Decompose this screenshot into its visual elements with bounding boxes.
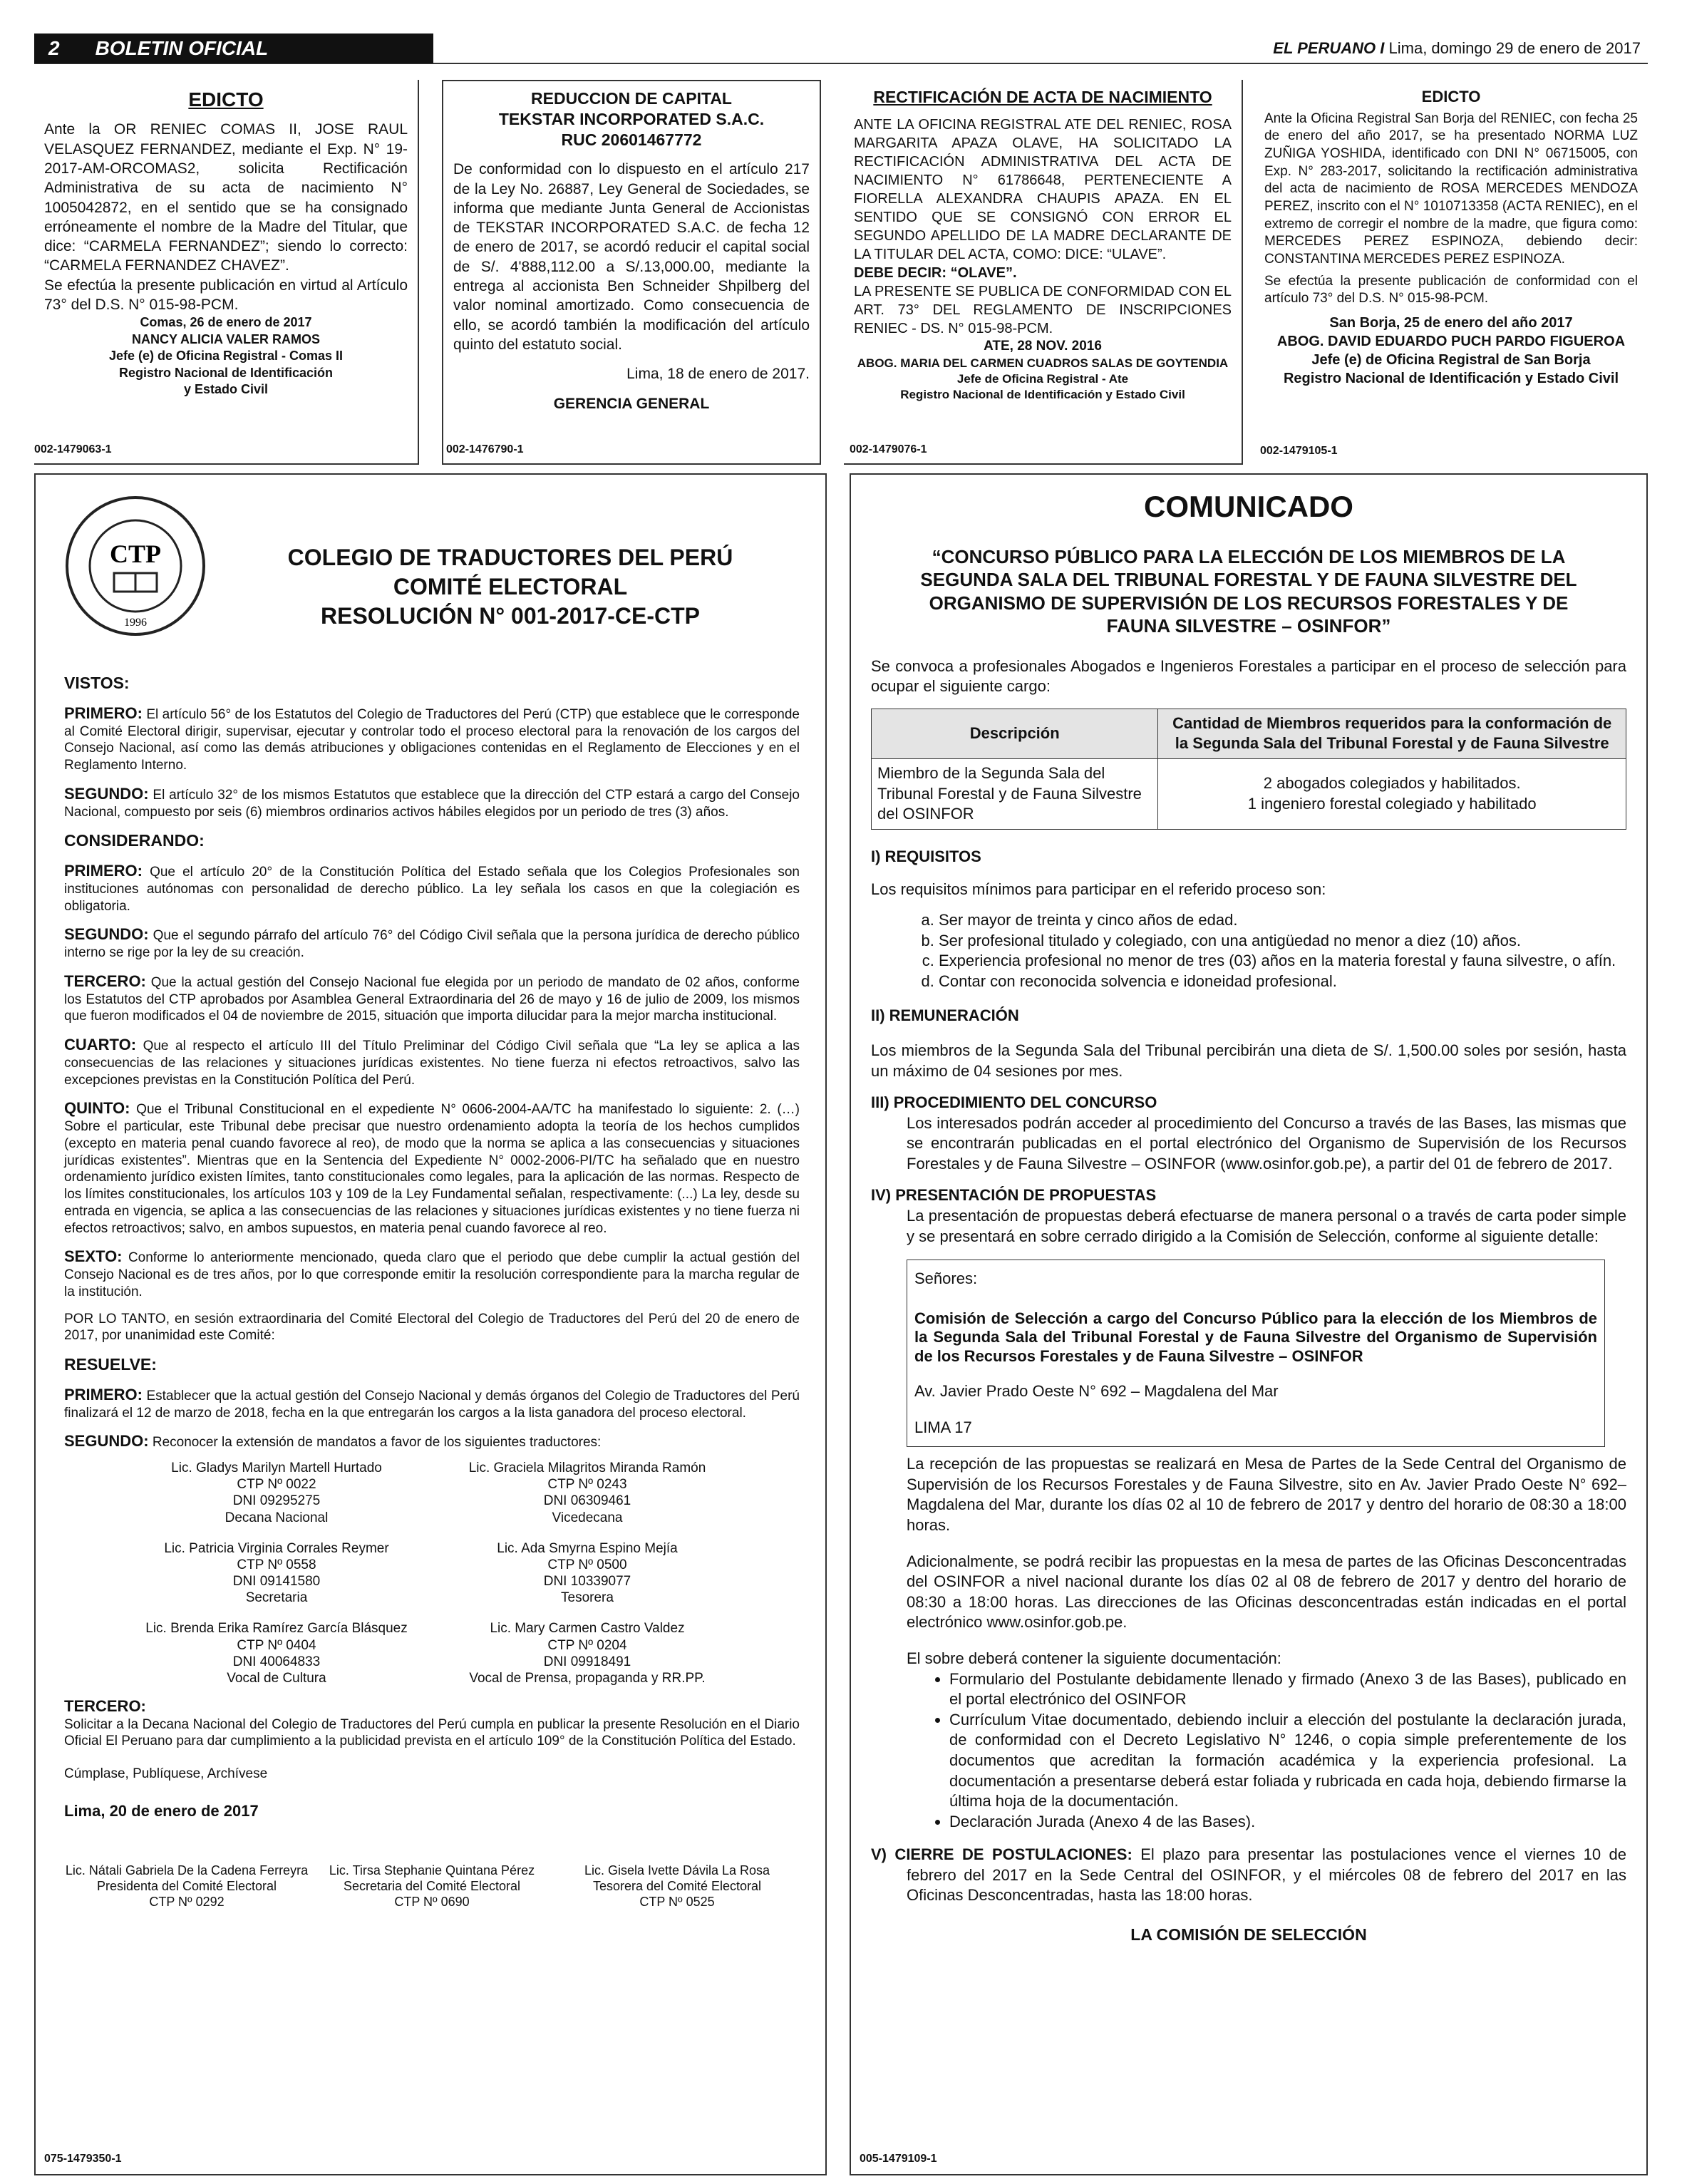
member-ctp: CTP Nº 0243 xyxy=(547,1477,627,1493)
section-banner xyxy=(34,34,433,63)
requisitos-intro: Los requisitos mínimos para participar en el referido proceso son: xyxy=(871,880,1326,899)
para-label: SEXTO: xyxy=(64,1247,123,1266)
para-label: TERCERO: xyxy=(64,972,146,990)
signer-ctp: CTP Nº 0690 xyxy=(394,1894,470,1909)
masthead-separator: I xyxy=(1380,39,1385,57)
cell-description: Miembro de la Segunda Sala del Tribunal Forestal y de Fauna Silvestre del OSINFOR xyxy=(872,758,1158,829)
para-text: Que el Tribunal Constitucional en el expediente N° 0606-2004-AA/TC ha manifestado lo siguiente: 2. (…) Sobre el particular, este Tribunal debe precisar que nuestro ordenamiento adopta la teoría de los hechos cumplidos (excepto en materia penal cuando favorece al reo), de modo que la norma se aplica a las consecuencias y situaciones jurídicas existentes”. Mientras que en la Sentencia del Expediente N° 0002-2006-PI/TC ha señalado que en nuestro ordenamiento jurídico existen límites, tanto constitucionales como legales, para la aplicación de las normas. Respecto de los límites constitucionales, los artículos 103 y 109 de la Ley Fundamental señalan, respectivamente: (...) La ley, desde su entrada en vigencia, se aplica a las consecuencias de las relaciones y situaciones jurídicas existentes y no tiene fuerza ni efectos retroactivos; salvo, en ambos supuestos, en materia penal cuando favorece al reo. xyxy=(64,1102,800,1236)
ad-code: 002-1479105-1 xyxy=(1260,445,1338,458)
title-line: COMITÉ ELECTORAL xyxy=(393,573,628,599)
resuelve-3 xyxy=(64,1696,800,1750)
signers-row xyxy=(64,1863,800,1910)
para-label: PRIMERO: xyxy=(64,862,143,880)
section-remuneracion: II) REMUNERACIÓN xyxy=(871,1006,1019,1025)
list-item: • Formulario del Postulante debidamente llenado y firmado (Anexo 3 de las Bases), publicado en el portal electrónico del OSINFOR xyxy=(949,1669,1626,1710)
reduccion-body: De conformidad con lo dispuesto en el artículo 217 de la Ley No. 26887, Ley General de Sociedades, se informa que mediante Junta General de Accionistas de TEKSTAR INCORPORATED S.A.C. de fecha 12 de enero de 2017, se acordó reducir el capital social de S/. 4'888,112.00 a S/.13,000.00, mediante la entrega al accionista Ben Schneider Shpilberg del valor nominal amortizado. Como consecuencia de ello, se acordó también la modificación del artículo quinto del estatuto social. xyxy=(453,161,810,353)
member-name: Lic. Ada Smyrna Espino Mejía xyxy=(497,1540,678,1556)
member-card xyxy=(432,1540,743,1607)
list-item: c. Experiencia profesional no menor de tres (03) años en la materia forestal y fauna silvestre, o afín. xyxy=(939,951,1626,972)
reduccion-title xyxy=(453,88,810,150)
edicto-title: EDICTO xyxy=(188,88,264,110)
comunicado-sign: LA COMISIÓN DE SELECCIÓN xyxy=(1130,1925,1367,1945)
comunicado-subtitle: “CONCURSO PÚBLICO PARA LA ELECCIÓN DE LOS MIEMBROS DE LA SEGUNDA SALA DEL TRIBUNAL FORESTAL Y DE FAUNA SILVESTRE DEL ORGANISMO DE SUPERVISIÓN DE LOS RECURSOS FORESTALES Y DE FAUNA SILVESTRE – OSINFOR” xyxy=(920,545,1577,637)
section-title: BOLETIN OFICIAL xyxy=(95,37,269,59)
edicto2-body: Ante la Oficina Registral San Borja del RENIEC, con fecha 25 de enero del año 2017, se ha presentado NORMA LUZ ZUÑIGA YOSHIDA, identificado con DNI N° 06715005, con Exp. N° 283-2017, solicitando la rectificación administrativa del acta de nacimiento de ROSA MERCEDES MENDOZA PEREZ, inscrito con el N° 1010713358 (ACTA RENIEC), en el extremo de corregir el nombre de la madre, que figura como: MERCEDES PEREZ ESPINOZA, debiendo decir: CONSTANTINA MERCEDES PEREZ ESPINOZA. xyxy=(1264,110,1638,267)
rectificacion-debe: DEBE DECIR: “OLAVE”. xyxy=(854,264,1017,281)
edicto-signature xyxy=(44,314,408,398)
sign-line: ABOG. DAVID EDUARDO PUCH PARDO FIGUEROA xyxy=(1276,334,1626,350)
paper-name: EL PERUANO xyxy=(1273,39,1376,57)
recepcion-text: La recepción de las propuestas se realizará en Mesa de Partes de la Sede Central del Organismo de Supervisión de los Recursos Forestales y de Fauna Silvestre, sito en Av. Javier Prado Oeste N° 692– Magdalena del Mar, durante los días 02 al 10 de febrero de 2017 y dentro del horario de 08:30 a 18:00 horas. xyxy=(907,1455,1626,1534)
ad-code: 075-1479350-1 xyxy=(44,2153,122,2165)
rectificacion-title: RECTIFICACIÓN DE ACTA DE NACIMIENTO xyxy=(873,88,1212,106)
para-text: Que al respecto el artículo III del Título Preliminar del Código Civil señala que “La ley se aplica a las consecuencias de las relaciones y situaciones jurídicas existentes. No tiene fuerza ni efectos retroactivos, salvo las excepciones previstas en la Constitución Política del Perú. xyxy=(64,1039,800,1088)
member-ctp: CTP Nº 0204 xyxy=(547,1637,627,1653)
member-dni: DNI 10339077 xyxy=(543,1574,631,1590)
edicto-body-2: Se efectúa la presente publicación en virtud al Artículo 73° del D.S. N° 015-98-PCM. xyxy=(44,277,408,314)
ctp-title xyxy=(221,543,800,631)
adicional-text: Adicionalmente, se podrá recibir las propuestas en la mesa de partes de las Oficinas Desconcentradas del OSINFOR a nivel nacional durante los días 02 al 08 de febrero de 2017 y dentro del horario de 08:30 a 18:00 horas. Las direcciones de las Oficinas desconcentradas están indicadas en el portal electrónico www.osinfor.gob.pe. xyxy=(907,1552,1626,1632)
edicto2-title: EDICTO xyxy=(1421,88,1481,105)
comunicado-osinfor xyxy=(850,473,1648,2175)
member-role: Decana Nacional xyxy=(225,1510,329,1525)
member-card xyxy=(432,1460,743,1526)
ctp-body-end xyxy=(64,1696,800,1820)
signer-name: Lic. Tirsa Stephanie Quintana Pérez xyxy=(329,1863,535,1878)
sign-line: Jefe de Oficina Registral - Ate xyxy=(956,371,1129,386)
member-role: Secretaria xyxy=(245,1590,308,1606)
section-procedimiento: III) PROCEDIMIENTO DEL CONCURSO xyxy=(871,1093,1157,1112)
reduccion-date: Lima, 18 de enero de 2017. xyxy=(626,366,810,383)
addr-greeting: Señores: xyxy=(914,1269,978,1288)
member-role: Tesorera xyxy=(561,1590,614,1606)
docs-list xyxy=(949,1669,1626,1833)
resolution-date: Lima, 20 de enero de 2017 xyxy=(64,1801,259,1820)
sign-line: San Borja, 25 de enero del año 2017 xyxy=(1329,315,1573,331)
presentacion-text: La presentación de propuestas deberá efectuarse de manera personal o a través de carta poder simple y se presentará en sobre cerrado dirigido a la Comisión de Selección, conforme al siguiente detalle: xyxy=(907,1207,1626,1245)
member-role: Vocal de Prensa, propaganda y RR.PP. xyxy=(469,1670,706,1686)
quantity-line: 2 abogados colegiados y habilitados. xyxy=(1263,774,1521,793)
member-card xyxy=(432,1620,743,1686)
signer-role: Tesorera del Comité Electoral xyxy=(592,1878,762,1893)
member-dni: DNI 09295275 xyxy=(232,1493,321,1509)
issue-date: Lima, domingo 29 de enero de 2017 xyxy=(1388,39,1641,57)
col-header: Descripción xyxy=(872,709,1158,758)
list-item: d. Contar con reconocida solvencia e idoneidad profesional. xyxy=(939,972,1626,992)
section-presentacion: IV) PRESENTACIÓN DE PROPUESTAS xyxy=(871,1186,1157,1205)
ctp-header xyxy=(64,488,800,659)
section-requisitos: I) REQUISITOS xyxy=(871,847,981,865)
addr-recipient: Comisión de Selección a cargo del Concurso Público para la elección de los Miembros de la Segunda Sala del Tribunal Forestal y de Fauna Silvestre del Organismo de Supervisión de los Recursos Forestales y de Fauna Silvestre – OSINFOR xyxy=(914,1309,1597,1365)
vistos-1 xyxy=(64,704,800,774)
sign-line: ABOG. MARIA DEL CARMEN CUADROS SALAS DE GOYTENDIA xyxy=(857,356,1229,370)
vistos-2 xyxy=(64,784,800,821)
title-line: RESOLUCIÓN N° 001-2017-CE-CTP xyxy=(320,602,701,629)
quantity-line: 1 ingeniero forestal colegiado y habilitado xyxy=(1247,794,1537,813)
sign-line: Registro Nacional de Identificación xyxy=(118,365,334,380)
para-text: El plazo para presentar las postulaciones vence el viernes 10 de febrero del 2017 en la Sede Central del OSINFOR, y el miércoles 08 de febrero del 2017 en las Oficinas Desconcentradas, hasta las 18:00 horas. xyxy=(907,1845,1626,1905)
resuelve-1 xyxy=(64,1385,800,1422)
list-item: a. Ser mayor de treinta y cinco años de edad. xyxy=(939,910,1626,931)
ad-code: 002-1476790-1 xyxy=(446,443,524,456)
reduccion-sign: GERENCIA GENERAL xyxy=(553,395,710,412)
member-role: Vocal de Cultura xyxy=(227,1670,326,1686)
requisitos-list xyxy=(939,910,1626,991)
signer xyxy=(64,1863,309,1910)
signer-role: Secretaria del Comité Electoral xyxy=(343,1878,521,1893)
rectificacion-acta xyxy=(844,80,1243,465)
ctp-resolution xyxy=(34,473,827,2175)
signer-name: Lic. Gisela Ivette Dávila La Rosa xyxy=(584,1863,770,1878)
table-header-row xyxy=(872,709,1626,758)
sign-line: Registro Nacional de Identificación y Estado Civil xyxy=(1283,371,1619,387)
member-name: Lic. Graciela Milagritos Miranda Ramón xyxy=(468,1461,706,1475)
members-grid xyxy=(121,1460,743,1686)
comunicado-intro: Se convoca a profesionales Abogados e Ingenieros Forestales a participar en el proceso de selección para ocupar el siguiente cargo: xyxy=(871,656,1626,696)
list-item: • Currículum Vitae documentado, debiendo incluir a elección del postulante la declaración jurada, de conformidad con el Decreto Legislativo N° 1246, o copia simple preferentemente de los documentos que acreditan la formación académica y la experiencia profesional. La documentación a presentarse deberá estar foliada y rubricada en cada hoja, debiendo firmarse la última hoja de la documentación. xyxy=(949,1710,1626,1812)
sign-line: Registro Nacional de Identificación y Estado Civil xyxy=(900,387,1185,401)
para-text: Solicitar a la Decana Nacional del Colegio de Traductores del Perú cumpla en publicar la presente Resolución en el Diario Oficial El Peruano para dar cumplimiento a la publicidad prevista en el artículo 109° de la Constitución Política del Estado. xyxy=(64,1716,800,1749)
para-label: PRIMERO: xyxy=(64,704,143,722)
member-ctp: CTP Nº 0404 xyxy=(237,1637,316,1653)
edicto2-signature xyxy=(1264,314,1638,388)
para-label: SEGUNDO: xyxy=(64,925,149,944)
col-header: Cantidad de Miembros requeridos para la conformación de la Segunda Sala del Tribunal Forestal y de Fauna Silvestre xyxy=(1158,709,1626,758)
considerando-4 xyxy=(64,1035,800,1088)
addr-city: LIMA 17 xyxy=(914,1418,972,1436)
cierre-text xyxy=(871,1845,1626,1906)
seal-year: 1996 xyxy=(124,617,147,629)
table-row xyxy=(872,758,1626,829)
sign-line: y Estado Civil xyxy=(183,381,269,396)
page-number: 2 xyxy=(48,37,60,59)
title-line: COLEGIO DE TRADUCTORES DEL PERÚ xyxy=(287,545,733,570)
address-box xyxy=(907,1260,1605,1447)
considerando-heading: CONSIDERANDO: xyxy=(64,831,205,850)
sign-line: NANCY ALICIA VALER RAMOS xyxy=(131,331,320,346)
ctp-seal-logo xyxy=(64,495,207,637)
ad-code: 002-1479063-1 xyxy=(34,443,112,456)
resuelve-2 xyxy=(64,1431,800,1451)
para-label: SEGUNDO: xyxy=(64,1432,149,1451)
signer-role: Presidenta del Comité Electoral xyxy=(96,1878,277,1893)
signer-name: Lic. Nátali Gabriela De la Cadena Ferreyra xyxy=(65,1863,309,1878)
signer xyxy=(554,1863,800,1910)
para-text: El artículo 56° de los Estatutos del Colegio de Traductores del Perú (CTP) que establece que le corresponde al Comité Electoral dirigir, supervisar, ejecutar y controlar todo el proceso electoral para la renovación de los cargos del Consejo Nacional, así como las demás atribuciones y obligaciones contenidas en el Reglamento de Elecciones y en el Reglamento Interno. xyxy=(64,706,800,773)
member-name: Lic. Patricia Virginia Corrales Reymer xyxy=(164,1540,389,1556)
member-card xyxy=(121,1540,432,1607)
para-text: Que el segundo párrafo del artículo 76° del Código Civil señala que la persona jurídica de derecho público interno se rige por la ley de su creación. xyxy=(64,928,800,960)
edicto-body: Ante la OR RENIEC COMAS II, JOSE RAUL VELASQUEZ FERNANDEZ, mediante el Exp. N° 19-2017-AM-ORCOMAS2, solicita Rectificación Administrativa de su acta de nacimiento N° 1005042872, en el sentido que se ha consignado erróneamente el nombre de la Madre del Titular, que dice: “CARMELA FERNANDEZ”; siendo lo correcto: “CARMELA FERNANDEZ CHAVEZ”. xyxy=(44,121,408,274)
member-dni: DNI 09918491 xyxy=(543,1654,631,1669)
sign-line: Comas, 26 de enero de 2017 xyxy=(140,315,312,330)
member-ctp: CTP Nº 0022 xyxy=(237,1477,316,1493)
considerando-3 xyxy=(64,972,800,1025)
edicto2-body-2: Se efectúa la presente publicación de conformidad con el artículo 73° del D.S. N° 015-98-PCM. xyxy=(1264,273,1638,307)
para-text: Conforme lo anteriormente mencionado, queda claro que el periodo que debe cumplir la actual gestión del Consejo Nacional es de tres años, por lo que corresponde emitir la resolución correspondiente para la marcha regular de la institución. xyxy=(64,1250,800,1299)
list-item: • Declaración Jurada (Anexo 4 de las Bases). xyxy=(949,1812,1626,1833)
list-item: b. Ser profesional titulado y colegiado, con una antigüedad no menor a diez (10) años. xyxy=(939,931,1626,952)
considerando-2 xyxy=(64,924,800,962)
addr-street: Av. Javier Prado Oeste N° 692 – Magdalena del Mar xyxy=(914,1382,1279,1401)
considerando-6 xyxy=(64,1247,800,1300)
ctp-body xyxy=(64,673,800,1451)
para-text: Que la actual gestión del Consejo Nacional fue elegida por un periodo de mandato de 02 años, conforme los Estatutos del CTP aprobados por Asamblea General Extraordinaria del 26 de mayo y 16 de julio de 2009, los mismos que fueron modificados el 04 de noviembre de 2015, situación que importa dilucidar para la mejor marcha institucional. xyxy=(64,974,800,1024)
ad-code: 005-1479109-1 xyxy=(860,2153,937,2165)
para-text: El artículo 32° de los mismos Estatutos que establece que la dirección del CTP estará a cargo del Consejo Nacional, compuesto por seis (6) miembros ordinarios activos hábiles elegidos por un periodo de tres (3) años. xyxy=(64,787,800,820)
title-line: RUC 20601467772 xyxy=(561,130,702,149)
member-name: Lic. Brenda Erika Ramírez García Blásquez xyxy=(145,1621,408,1637)
por-lo-tanto: POR LO TANTO, en sesión extraordinaria del Comité Electoral del Colegio de Traductores del Perú del 20 de enero de 2017, por unanimidad este Comité: xyxy=(64,1311,800,1344)
para-label: SEGUNDO: xyxy=(64,784,149,803)
vistos-heading: VISTOS: xyxy=(64,674,130,692)
para-label: PRIMERO: xyxy=(64,1385,143,1403)
seal-monogram: CTP xyxy=(110,540,161,568)
member-dni: DNI 06309461 xyxy=(543,1493,631,1509)
signer-ctp: CTP Nº 0525 xyxy=(639,1894,715,1909)
member-dni: DNI 40064833 xyxy=(232,1654,321,1669)
member-card xyxy=(121,1620,432,1686)
sign-line: ATE, 28 NOV. 2016 xyxy=(984,338,1102,354)
sign-line: Jefe (e) de Oficina Registral - Comas II xyxy=(108,349,344,364)
member-ctp: CTP Nº 0558 xyxy=(237,1557,316,1572)
comunicado-title: COMUNICADO xyxy=(1144,490,1353,523)
signer xyxy=(309,1863,554,1910)
considerando-1 xyxy=(64,861,800,915)
signer-ctp: CTP Nº 0292 xyxy=(149,1894,225,1909)
member-role: Vicedecana xyxy=(552,1510,623,1525)
para-text: Establecer que la actual gestión del Consejo Nacional y demás órganos del Colegio de Traductores del Perú finalizará el 12 de marzo de 2018, fecha en la que entregarán los cargos a la lista ganadora del proceso electoral. xyxy=(64,1388,800,1421)
considerando-5 xyxy=(64,1098,800,1237)
cumplase: Cúmplase, Publíquese, Archívese xyxy=(64,1766,268,1782)
reduccion-capital xyxy=(442,80,821,465)
sign-line: Jefe (e) de Oficina Registral de San Borja xyxy=(1311,352,1591,369)
positions-table xyxy=(871,709,1626,830)
rectificacion-body: ANTE LA OFICINA REGISTRAL ATE DEL RENIEC, ROSA MARGARITA APAZA OLAVE, HA SOLICITADO LA RECTIFICACIÓN ADMINISTRATIVA DEL ACTA DE NACIMIENTO N° 61786648, PERTENECIENTE A FIORELLA ALEXANDRA CHAUPIS APAZA. EN EL SENTIDO QUE SE CONSIGNÓ CON ERROR EL SEGUNDO APELLIDO DE LA MADRE DECLARANTE DE LA TITULAR DEL ACTA, COMO: DICE: “ULAVE”. xyxy=(854,116,1232,262)
title-line: REDUCCION DE CAPITAL xyxy=(531,89,732,108)
para-label: TERCERO: xyxy=(64,1697,146,1716)
rectificacion-body-2: LA PRESENTE SE PUBLICA DE CONFORMIDAD CON EL ART. 73° DEL REGLAMENTO DE INSCRIPCIONES RENIEC - DS. N° 015-98-PCM. xyxy=(854,283,1232,336)
title-line: TEKSTAR INCORPORATED S.A.C. xyxy=(498,109,765,128)
ad-code: 002-1479076-1 xyxy=(850,443,927,456)
member-name: Lic. Mary Carmen Castro Valdez xyxy=(490,1621,685,1637)
masthead xyxy=(433,39,1648,58)
rectificacion-signature xyxy=(854,338,1232,403)
sobre-text: El sobre deberá contener la siguiente documentación: xyxy=(907,1649,1281,1667)
procedimiento-text: Los interesados podrán acceder al procedimiento del Concurso a través de las Bases, las mismas que se encontrarán publicadas en el portal electrónico del Organismo de Supervisión de los Recursos Forestales y de Fauna Silvestre – OSINFOR (www.osinfor.gob.pe), a partir del 01 de febrero de 2017. xyxy=(907,1113,1626,1173)
para-text: Que el artículo 20° de la Constitución Política del Estado señala que los Colegios Profesionales son instituciones autónomas con personalidad de derecho público. La ley señala los casos en que la colegiación es obligatoria. xyxy=(64,865,800,914)
member-card xyxy=(121,1460,432,1526)
edicto-san-borja xyxy=(1254,80,1648,465)
member-ctp: CTP Nº 0500 xyxy=(547,1557,627,1572)
para-text: Reconocer la extensión de mandatos a favor de los siguientes traductores: xyxy=(148,1435,602,1451)
resuelve-heading: RESUELVE: xyxy=(64,1355,157,1374)
para-label: CUARTO: xyxy=(64,1036,137,1054)
cell-quantity xyxy=(1158,758,1626,829)
remuneracion-text: Los miembros de la Segunda Sala del Tribunal percibirán una dieta de S/. 1,500.00 soles por sesión, hasta un máximo de 04 sesiones por mes. xyxy=(871,1041,1626,1080)
page-header xyxy=(34,34,1648,64)
para-label: V) CIERRE DE POSTULACIONES: xyxy=(871,1845,1132,1864)
edicto-comas xyxy=(34,80,419,465)
member-dni: DNI 09141580 xyxy=(232,1574,321,1590)
member-name: Lic. Gladys Marilyn Martell Hurtado xyxy=(171,1461,382,1475)
para-label: QUINTO: xyxy=(64,1099,130,1118)
